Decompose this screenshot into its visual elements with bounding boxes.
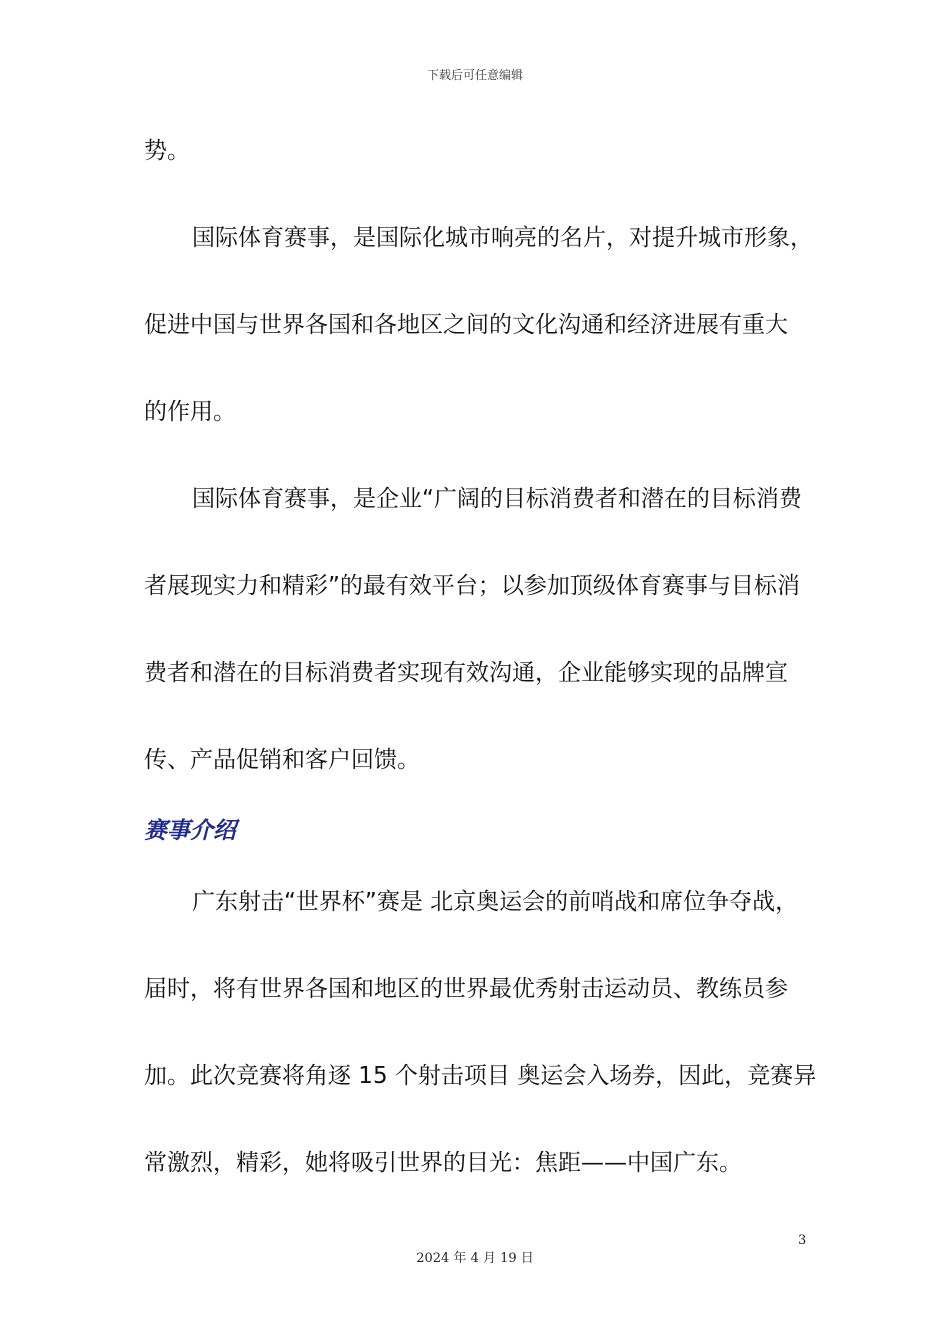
paragraph-line: 国际体育赛事，是企业“广阔的目标消费者和潜在的目标消费 [192, 486, 802, 512]
paragraph-line: 广东射击“世界杯”赛是 北京奥运会的前哨战和席位争夺战， [192, 889, 799, 915]
paragraph-line: 国际体育赛事，是国际化城市响亮的名片，对提升城市形象， [192, 225, 813, 251]
paragraph-line: 费者和潜在的目标消费者实现有效沟通，企业能够实现的品牌宣 [144, 660, 788, 686]
paragraph-line: 加。此次竞赛将角逐 15 个射击项目 奥运会入场券，因此，竞赛异 [144, 1063, 817, 1089]
paragraph-line: 常激烈，精彩，她将吸引世界的目光：焦距——中国广东。 [144, 1150, 742, 1176]
body-text-block-1 [144, 108, 824, 804]
paragraph-line: 促进中国与世界各国和各地区之间的文化沟通和经济进展有重大 [144, 312, 788, 338]
paragraph-line: 者展现实力和精彩”的最有效平台；以参加顶级体育赛事与目标消 [144, 573, 800, 599]
header-note: 下载后可任意编辑 [426, 68, 523, 82]
paragraph-line: 传、产品促销和客户回馈。 [144, 747, 420, 773]
paragraph-line: 届时，将有世界各国和地区的世界最优秀射击运动员、教练员参 [144, 976, 788, 1002]
section-heading: 赛事介绍 [144, 818, 236, 844]
paragraph-line: 势。 [144, 138, 190, 164]
page-number: 3 [798, 1233, 807, 1248]
footer-date: 2024 年 4 月 19 日 [416, 1251, 534, 1266]
paragraph-line: 的作用。 [144, 399, 236, 425]
body-text-block-2 [144, 859, 824, 1207]
